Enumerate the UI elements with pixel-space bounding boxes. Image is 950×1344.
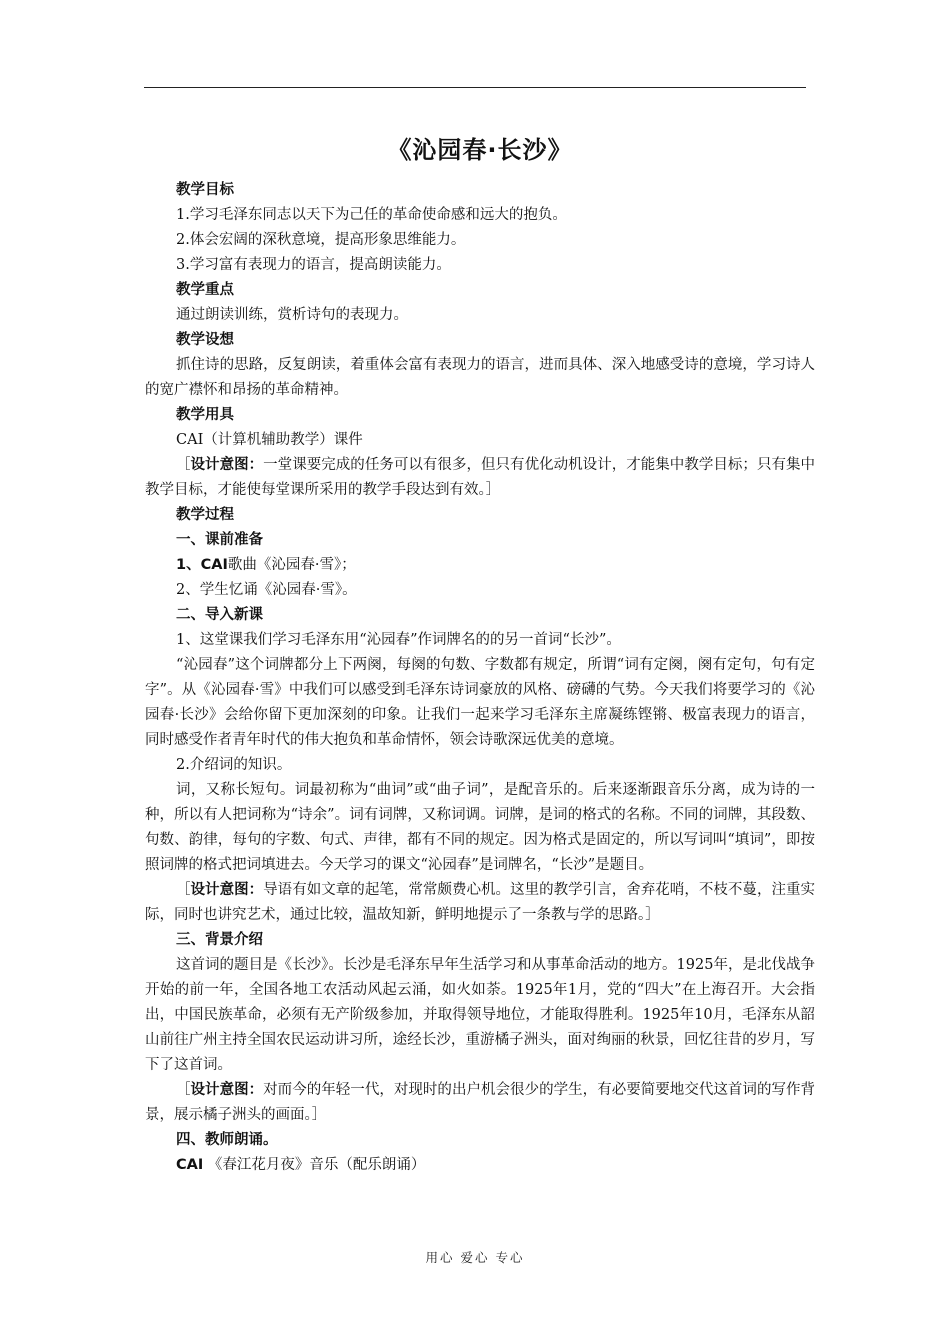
- idea-paragraph: 抓住诗的思路，反复朗读，着重体会富有表现力的语言，进而具体、深入地感受诗的意境，学习诗人的宽广襟怀和昂扬的革命精神。: [145, 357, 815, 398]
- focus-item-1: 通过朗读训练，赏析诗句的表现力。: [176, 307, 408, 323]
- heading-teaching-tools: 教学用具: [176, 407, 234, 423]
- bracket-open: ［: [176, 882, 191, 898]
- section-2-paragraph-1: 1、这堂课我们学习毛泽东用“沁园春”作词牌名的的另一首词“长沙”。: [176, 632, 621, 648]
- header-rule: [144, 87, 806, 88]
- design-intent-3: [145, 1078, 815, 1128]
- section-2-paragraph-4: 词，又称长短句。词最初称为“曲词”或“曲子词”，是配音乐的。后来逐渐跟音乐分离，成为诗的一种，所以有人把词称为“诗余”。词有词牌，又称词调。词牌，是词的格式的名称。不同的词牌，其段数、句数、韵律，每句的字数、句式、声律，都有不同的规定。因为格式是固定的，所以写词叫“填词”，即按照词牌的格式把词填进去。今天学习的课文“沁园春”是词牌名，“长沙”是题目。: [145, 782, 815, 873]
- goal-item-2: 2.体会宏阔的深秋意境，提高形象思维能力。: [176, 232, 466, 248]
- design-intent-text: 对而今的年轻一代，对现时的出户机会很少的学生，有必要简要地交代这首词的写作背景，展示橘子洲头的画面。］: [145, 1082, 816, 1123]
- heading-teaching-process: 教学过程: [176, 507, 234, 523]
- section-3-paragraph-1: 这首词的题目是《长沙》。长沙是毛泽东早年生活学习和从事革命活动的地方。1925年，是北伐战争开始的前一年，全国各地工农活动风起云涌，如火如荼。1925年1月，党的“四大”在上海召开。大会指出，中国民族革命，必须有无产阶级参加，并取得领导地位，才能取得胜利。1925年10月，毛泽东从韶山前往广州主持全国农民运动讲习所，途经长沙，重游橘子洲头，面对绚丽的秋景，回忆往昔的岁月，写下了这首词。: [145, 957, 815, 1073]
- section-4-item-1: [145, 1153, 815, 1178]
- heading-teaching-idea: 教学设想: [176, 332, 234, 348]
- section-2-paragraph-2: “沁园春”这个词牌都分上下两阕，每阕的句数、字数都有规定，所谓“词有定阕，阕有定句，句有定字”。从《沁园春·雪》中我们可以感受到毛泽东诗词豪放的风格、磅礴的气势。今天我们将要学习的《沁园春·长沙》会给你留下更加深刻的印象。让我们一起来学习毛泽东主席凝练铿锵、极富表现力的语言，同时感受作者青年时代的伟大抱负和革命情怀，领会诗歌深远优美的意境。: [145, 657, 815, 748]
- bracket-open: ［: [176, 1082, 191, 1098]
- section-4-title: 四、教师朗诵。: [176, 1132, 278, 1148]
- heading-teaching-goals: 教学目标: [176, 182, 234, 198]
- page-footer: 用心 爱心 专心: [425, 1250, 525, 1265]
- goal-item-1: 1.学习毛泽东同志以天下为己任的革命使命感和远大的抱负。: [176, 207, 567, 223]
- cai-label: 1、CAI: [176, 557, 228, 573]
- design-intent-text: 导语有如文章的起笔，常常颇费心机。这里的教学引言，舍弃花哨，不枝不蔓，注重实际，同时也讲究艺术，通过比较，温故知新，鲜明地提示了一条教与学的思路。］: [145, 882, 816, 923]
- document-body: [145, 130, 815, 1178]
- section-1-item-1-text: 歌曲《沁园春·雪》；: [227, 557, 356, 573]
- tools-item-1: CAI（计算机辅助教学）课件: [176, 432, 363, 448]
- design-intent-label: 设计意图：: [190, 457, 264, 473]
- bracket-open: ［: [176, 457, 191, 473]
- design-intent-text: 一堂课要完成的任务可以有很多，但只有优化动机设计，才能集中教学目标；只有集中教学目标，才能使每堂课所采用的教学手段达到有效。］: [145, 457, 816, 498]
- section-4-item-1-text: 《春江花月夜》音乐（配乐朗诵）: [203, 1157, 426, 1173]
- goal-item-3: 3.学习富有表现力的语言，提高朗读能力。: [176, 257, 451, 273]
- heading-teaching-focus: 教学重点: [176, 282, 234, 298]
- section-3-title: 三、背景介绍: [176, 932, 263, 948]
- design-intent-label: 设计意图：: [190, 1082, 264, 1098]
- document-title: 《沁园春·长沙》: [387, 136, 573, 164]
- section-2-title: 二、导入新课: [176, 607, 263, 623]
- section-2-paragraph-3: 2.介绍词的知识。: [176, 757, 292, 773]
- section-1-title: 一、课前准备: [176, 532, 263, 548]
- design-intent-1: [145, 453, 815, 503]
- cai-label: CAI: [176, 1157, 204, 1173]
- design-intent-2: [145, 878, 815, 928]
- design-intent-label: 设计意图：: [190, 882, 264, 898]
- section-1-item-1: [145, 553, 815, 578]
- section-1-item-2: 2、学生忆诵《沁园春·雪》。: [176, 582, 357, 598]
